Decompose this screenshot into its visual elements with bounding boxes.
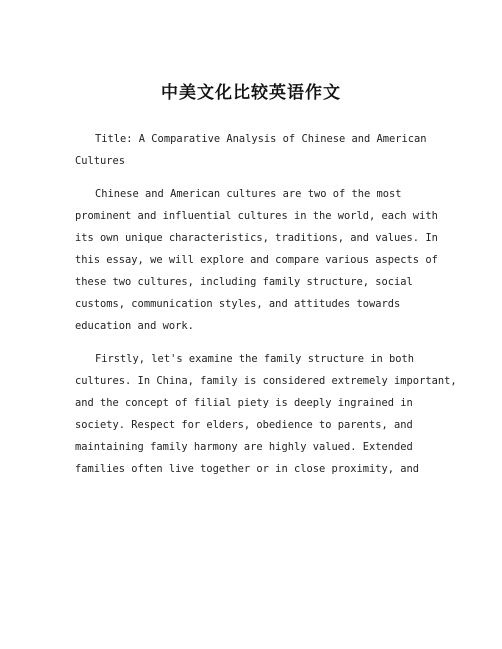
- text-line: its own unique characteristics, traditions, and values. In: [75, 232, 438, 244]
- text-line: families often live together or in close proximity, and: [75, 463, 420, 475]
- text-line: and the concept of filial piety is deeply ingrained in: [75, 397, 413, 409]
- text-line: Firstly, let's examine the family structure in both: [95, 353, 415, 365]
- text-line: maintaining family harmony are highly valued. Extended: [75, 441, 413, 453]
- document-heading: 中美文化比较英语作文: [161, 83, 341, 103]
- paragraph-intro: [75, 183, 438, 337]
- text-line: prominent and influential cultures in the world, each with: [75, 210, 438, 222]
- text-line: Chinese and American cultures are two of the most: [95, 188, 402, 200]
- text-line: this essay, we will explore and compare various aspects of: [75, 254, 438, 266]
- text-line: Title: A Comparative Analysis of Chinese and American: [95, 133, 427, 145]
- text-line: customs, communication styles, and attitudes towards: [75, 298, 401, 310]
- paragraph-family-structure: [75, 348, 457, 480]
- text-line: cultures. In China, family is considered extremely important,: [75, 375, 457, 387]
- text-line: Cultures: [75, 155, 126, 167]
- paragraph-title: [75, 128, 427, 172]
- text-line: society. Respect for elders, obedience to parents, and: [75, 419, 413, 431]
- text-line: these two cultures, including family structure, social: [75, 276, 413, 288]
- text-line: education and work.: [75, 320, 194, 332]
- document-body: [75, 128, 457, 491]
